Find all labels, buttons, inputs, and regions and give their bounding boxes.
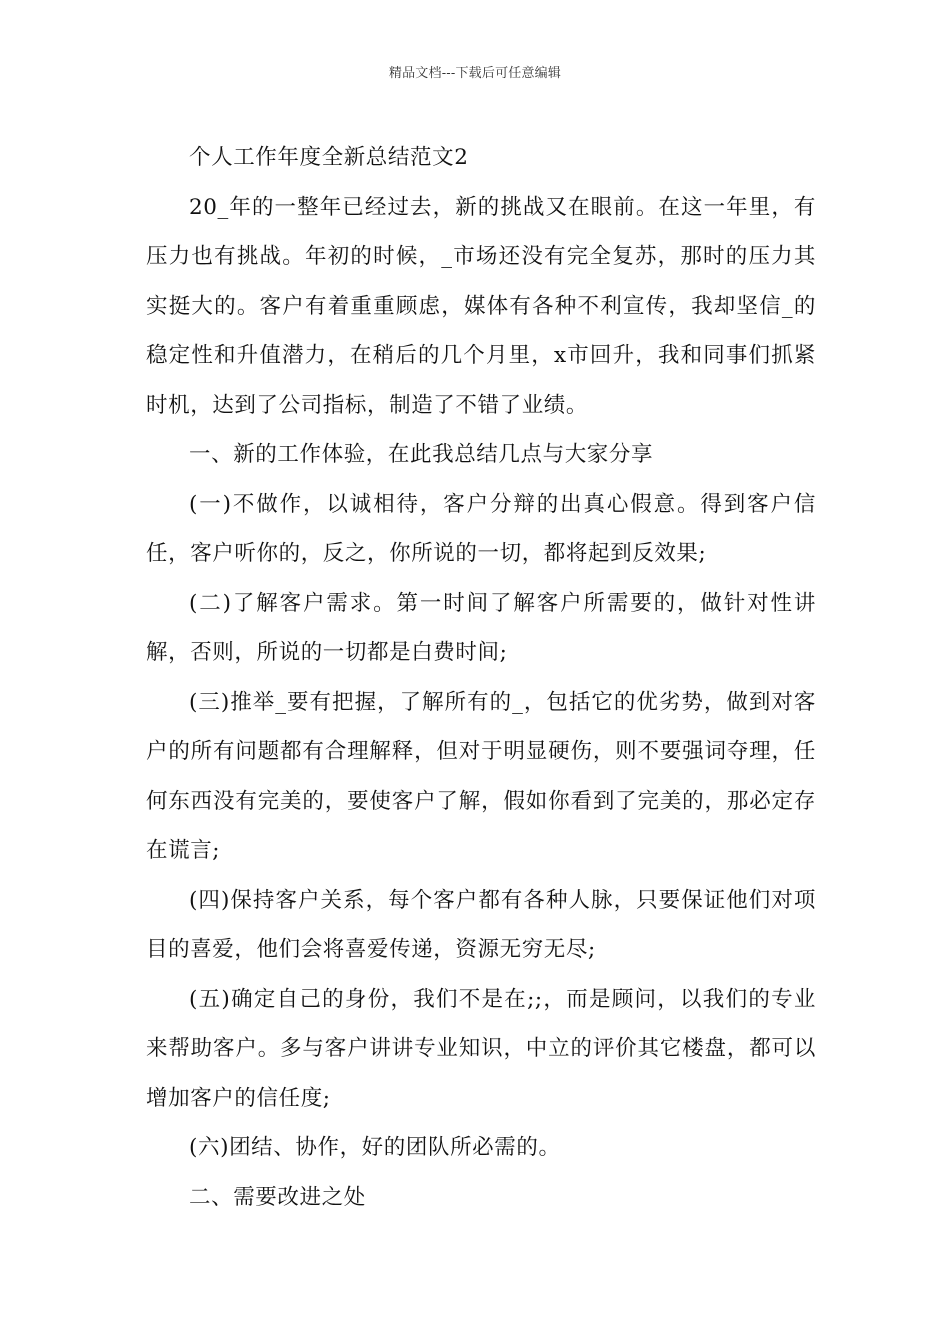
paragraph-intro: 20_年的一整年已经过去，新的挑战又在眼前。在这一年里，有压力也有挑战。年初的时候，_市场还没有完全复苏，那时的压力其实挺大的。客户有着重重顾虑，媒体有各种不利宣传，我却坚信_的稳定性和升值潜力，在稍后的几个月里，x市回升，我和同事们抓紧时机，达到了公司指标，制造了不错了业绩。 [146, 194, 816, 418]
document-body [146, 133, 816, 1222]
section-heading-1: 一、新的工作体验，在此我总结几点与大家分享 [189, 442, 654, 467]
list-item-4: (四)保持客户关系，每个客户都有各种人脉，只要保证他们对项目的喜爱，他们会将喜爱传递，资源无穷无尽; [146, 887, 816, 962]
document-title: 个人工作年度全新总结范文2 [189, 145, 469, 170]
section-heading-2: 二、需要改进之处 [189, 1184, 366, 1210]
list-item-1: (一)不做作，以诚相待，客户分辩的出真心假意。得到客户信任，客户听你的，反之，你所说的一切，都将起到反效果; [146, 491, 816, 566]
list-item-5: (五)确定自己的身份，我们不是在;;，而是顾问，以我们的专业来帮助客户。多与客户讲讲专业知识，中立的评价其它楼盘，都可以增加客户的信任度; [146, 986, 816, 1111]
page-header: 精品文档---下载后可任意编辑 [388, 66, 562, 81]
list-item-3: (三)推举_要有把握，了解所有的_，包括它的优劣势，做到对客户的所有问题都有合理解释，但对于明显硬伤，则不要强词夺理，任何东西没有完美的，要使客户了解，假如你看到了完美的，那必定存在谎言; [146, 689, 816, 863]
list-item-2: (二)了解客户需求。第一时间了解客户所需要的，做针对性讲解，否则，所说的一切都是白费时间; [146, 590, 816, 665]
list-item-6: (六)团结、协作，好的团队所必需的。 [189, 1135, 561, 1160]
